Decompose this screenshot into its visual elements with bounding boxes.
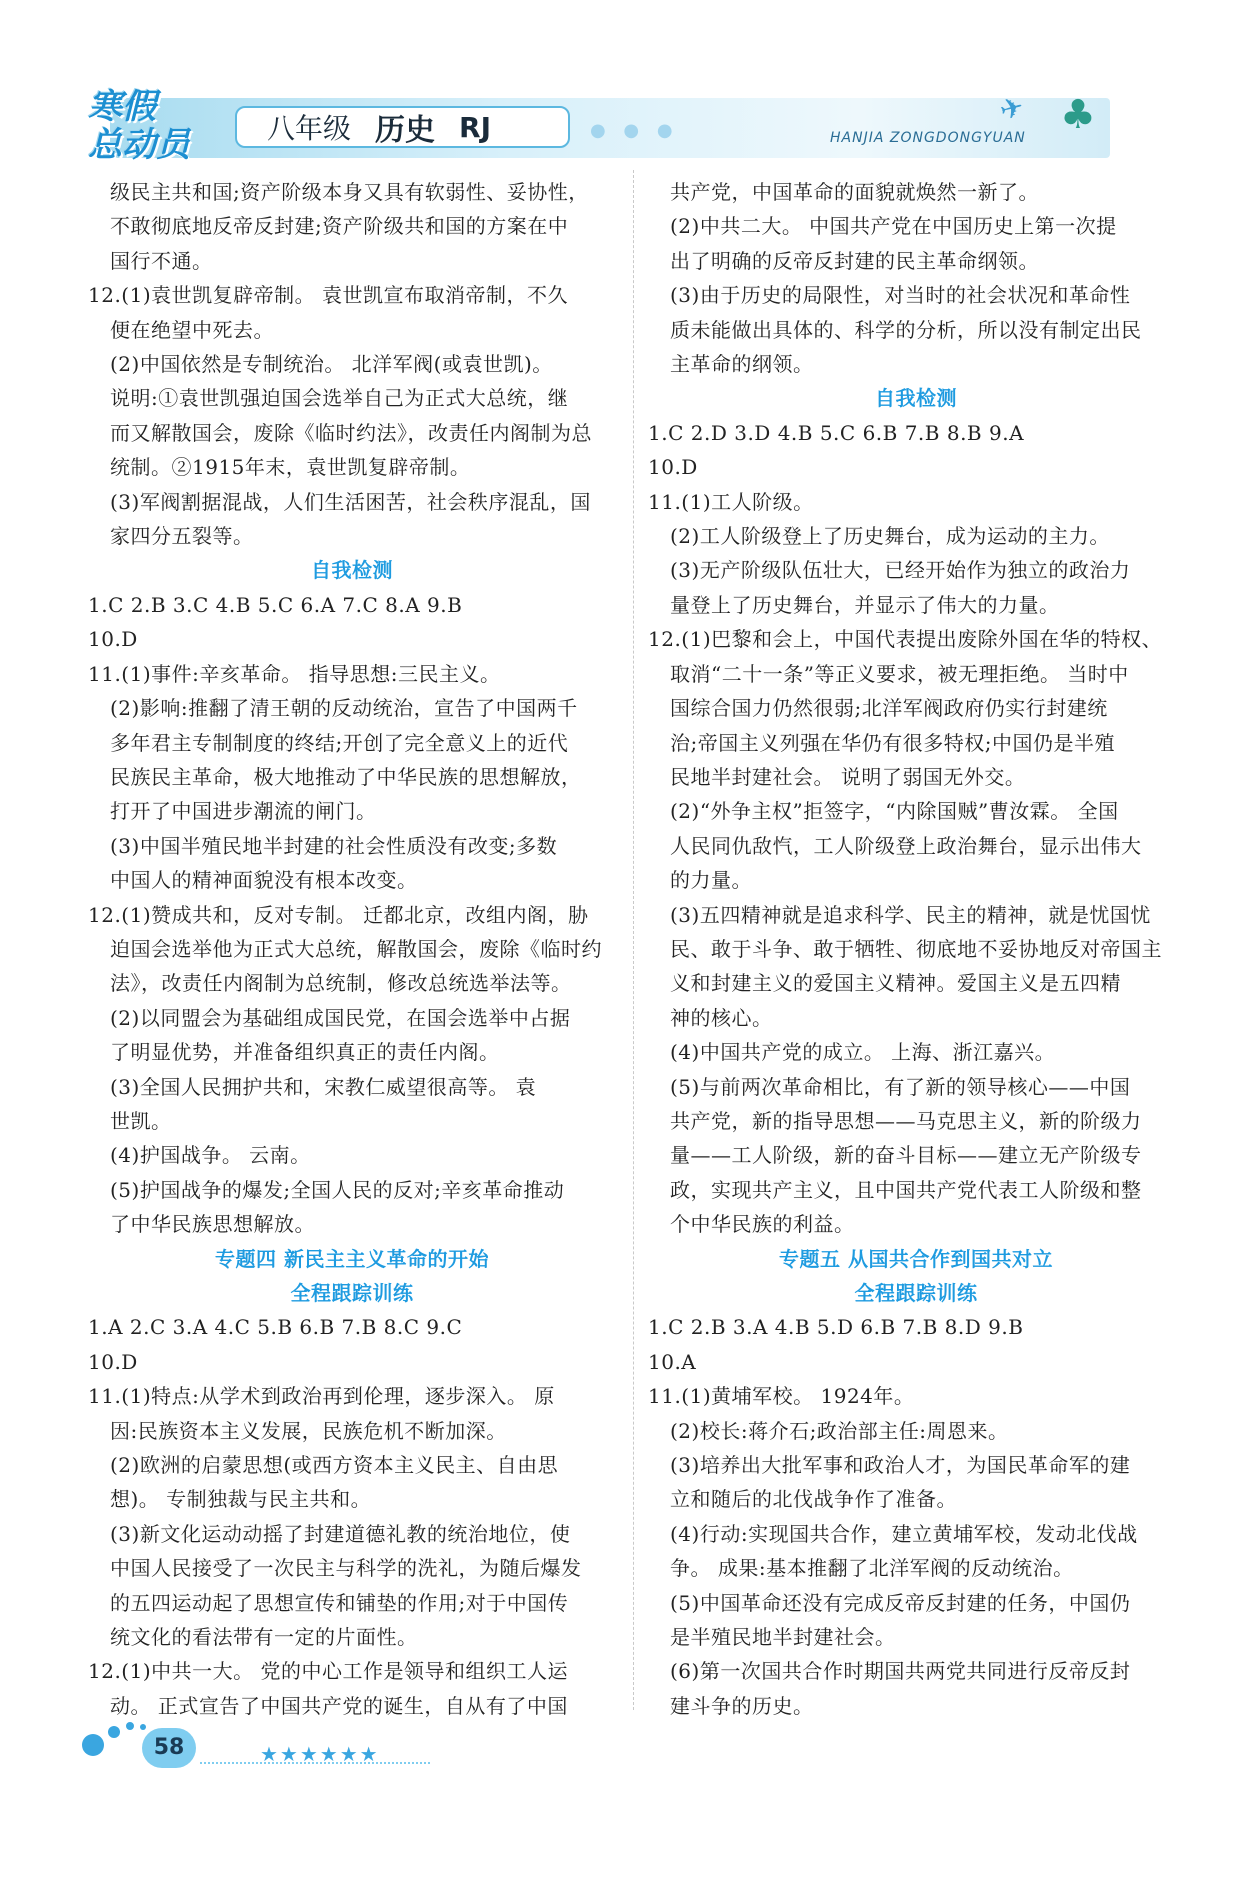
column-divider xyxy=(633,170,634,1710)
section-heading: 专题五 从国共合作到国共对立 xyxy=(779,1246,1053,1271)
series-logo xyxy=(88,88,238,168)
answer-line: 是半殖民地半封建社会。 xyxy=(670,1625,896,1650)
answer-line: 11.(1)工人阶级。 xyxy=(648,489,814,514)
page-footer xyxy=(70,1720,450,1780)
answer-line: 11.(1)黄埔军校。 1924年。 xyxy=(648,1384,915,1409)
page-header xyxy=(70,88,1110,168)
edition-label: RJ xyxy=(459,110,491,144)
answer-line: 民族民主革命，极大地推动了中华民族的思想解放， xyxy=(110,764,582,789)
answer-line: 11.(1)特点:从学术到政治再到伦理，逐步深入。 原 xyxy=(88,1384,555,1409)
answer-line: 便在绝望中死去。 xyxy=(110,317,274,342)
answer-line: 神的核心。 xyxy=(670,1005,773,1030)
answer-line: 1.C 2.D 3.D 4.B 5.C 6.B 7.B 8.B 9.A xyxy=(648,420,1025,445)
answer-line: (3)军阀割据混战，人们生活困苦，社会秩序混乱，国 xyxy=(110,489,591,514)
section-heading: 自我检测 xyxy=(875,386,957,411)
answer-line: 个中华民族的利益。 xyxy=(670,1212,855,1237)
answer-line: 打开了中国进步潮流的闸门。 xyxy=(110,799,377,824)
right-column xyxy=(648,175,1184,1723)
answer-line: 义和封建主义的爱国主义精神。爱国主义是五四精 xyxy=(670,971,1121,996)
page-number: 58 xyxy=(142,1728,196,1768)
answer-line: (3)五四精神就是追求科学、民主的精神，就是忧国忧 xyxy=(670,902,1151,927)
section-heading: 全程跟踪训练 xyxy=(290,1281,414,1305)
answer-line: 家四分五裂等。 xyxy=(110,524,254,549)
answer-line: 动。 正式宣告了中国共产党的诞生，自从有了中国 xyxy=(110,1693,568,1718)
answer-line: 级民主共和国;资产阶级本身又具有软弱性、妥协性， xyxy=(110,180,589,204)
logo-line-1: 寒假 xyxy=(88,87,156,127)
answer-line: 民地半封建社会。 说明了弱国无外交。 xyxy=(670,764,1026,789)
grade-subject-box xyxy=(235,106,570,148)
answer-line: 了中华民族思想解放。 xyxy=(110,1212,315,1237)
palm-tree-icon: ♣ xyxy=(1060,92,1096,138)
answer-line: (4)行动:实现国共合作，建立黄埔军校，发动北伐战 xyxy=(670,1521,1138,1546)
answer-line: 1.A 2.C 3.A 4.C 5.B 6.B 7.B 8.C 9.C xyxy=(88,1315,463,1340)
answer-line: 12.(1)中共一大。 党的中心工作是领导和组织工人运 xyxy=(88,1659,568,1684)
grade-label: 八年级 xyxy=(267,112,352,145)
answer-line: (2)影响:推翻了清王朝的反动统治，宣告了中国两千 xyxy=(110,696,578,721)
answer-line: 中国人民接受了一次民主与科学的洗礼，为随后爆发 xyxy=(110,1556,582,1581)
left-column xyxy=(88,175,616,1723)
answer-line: 取消“二十一条”等正义要求，被无理拒绝。 当时中 xyxy=(670,661,1129,686)
answer-line: 世凯。 xyxy=(110,1108,172,1133)
answer-line: 12.(1)巴黎和会上，中国代表提出废除外国在华的特权、 xyxy=(648,627,1163,652)
section-heading: 自我检测 xyxy=(311,558,393,583)
answer-line: (3)中国半殖民地半封建的社会性质没有改变;多数 xyxy=(110,833,558,858)
footer-stars-icon: ★★★★★★ xyxy=(260,1742,380,1766)
answer-line: (2)中国依然是专制统治。 北洋军阀(或袁世凯)。 xyxy=(110,352,553,377)
subject-label: 历史 xyxy=(375,113,436,148)
section-heading: 专题四 新民主主义革命的开始 xyxy=(215,1246,489,1271)
answer-line: 国行不通。 xyxy=(110,248,213,273)
answer-line: 12.(1)赞成共和，反对专制。 迁都北京，改组内阁，胁 xyxy=(88,902,589,927)
answer-line: (3)由于历史的局限性，对当时的社会状况和革命性 xyxy=(670,283,1131,308)
answer-line: 不敢彻底地反帝反封建;资产阶级共和国的方案在中 xyxy=(110,214,569,239)
answer-line: 争。 成果:基本推翻了北洋军阀的反动统治。 xyxy=(670,1556,1074,1581)
answer-line: 了明显优势，并准备组织真正的责任内阁。 xyxy=(110,1040,500,1065)
answer-line: 11.(1)事件:辛亥革命。 指导思想:三民主义。 xyxy=(88,661,501,686)
answer-line: (2)“外争主权”拒签字，“内除国贼”曹汝霖。 全国 xyxy=(670,799,1119,824)
answer-line: 10.D xyxy=(88,627,138,652)
answer-line: (5)护国战争的爆发;全国人民的反对;辛亥革命推动 xyxy=(110,1177,565,1202)
answer-line: (3)无产阶级队伍壮大，已经开始作为独立的政治力 xyxy=(670,558,1131,583)
answer-line: 10.A xyxy=(648,1349,697,1374)
decorative-dots-icon: ● ● ● xyxy=(590,120,679,141)
answer-line: 共产党，中国革命的面貌就焕然一新了。 xyxy=(670,180,1039,204)
header-subtitle: HANJIA ZONGDONGYUAN xyxy=(830,130,1026,146)
answer-line: 立和随后的北伐战争作了准备。 xyxy=(670,1487,957,1512)
answer-line: (3)培养出大批军事和政治人才，为国民革命军的建 xyxy=(670,1453,1131,1478)
answer-line: 10.D xyxy=(88,1349,138,1374)
answer-line: 国综合国力仍然很弱;北洋军阀政府仍实行封建统 xyxy=(670,696,1108,721)
footer-dots-icon xyxy=(82,1720,152,1760)
answer-line: 量——工人阶级，新的奋斗目标——建立无产阶级专 xyxy=(670,1143,1142,1168)
airplane-icon: ✈ xyxy=(996,89,1028,128)
answer-line: 多年君主专制制度的终结;开创了完全意义上的近代 xyxy=(110,730,569,755)
answer-line: 的五四运动起了思想宣传和铺垫的作用;对于中国传 xyxy=(110,1590,569,1615)
answer-line: (2)校长:蒋介石;政治部主任:周恩来。 xyxy=(670,1418,1009,1443)
answer-line: 统文化的看法带有一定的片面性。 xyxy=(110,1625,418,1650)
answer-line: 人民同仇敌忾，工人阶级登上政治舞台，显示出伟大 xyxy=(670,833,1142,858)
answer-line: (2)工人阶级登上了历史舞台，成为运动的主力。 xyxy=(670,524,1110,549)
answer-line: (2)以同盟会为基础组成国民党，在国会选举中占据 xyxy=(110,1005,571,1030)
answer-line: (3)新文化运动动摇了封建道德礼教的统治地位，使 xyxy=(110,1521,571,1546)
answer-line: (5)与前两次革命相比，有了新的领导核心——中国 xyxy=(670,1074,1131,1099)
answer-line: 中国人的精神面貌没有根本改变。 xyxy=(110,868,418,893)
answer-line: 民、敢于斗争、敢于牺牲、彻底地不妥协地反对帝国主 xyxy=(670,936,1162,961)
answer-line: 共产党，新的指导思想——马克思主义，新的阶级力 xyxy=(670,1108,1142,1133)
answer-line: 出了明确的反帝反封建的民主革命纲领。 xyxy=(670,248,1039,273)
answer-line: (5)中国革命还没有完成反帝反封建的任务，中国仍 xyxy=(670,1590,1131,1615)
answer-line: 治;帝国主义列强在华仍有很多特权;中国仍是半殖 xyxy=(670,730,1115,755)
answer-line: (2)欧洲的启蒙思想(或西方资本主义民主、自由思 xyxy=(110,1453,559,1478)
answer-line: 法》，改责任内阁制为总统制，修改总统选举法等。 xyxy=(110,971,572,996)
answer-line: 1.C 2.B 3.A 4.B 5.D 6.B 7.B 8.D 9.B xyxy=(648,1315,1024,1340)
answer-line: 而又解散国会，废除《临时约法》，改责任内阁制为总 xyxy=(110,420,592,445)
answer-line: 1.C 2.B 3.C 4.B 5.C 6.A 7.C 8.A 9.B xyxy=(88,592,463,617)
answer-line: 政，实现共产主义，且中国共产党代表工人阶级和整 xyxy=(670,1177,1142,1202)
answer-line: 建斗争的历史。 xyxy=(670,1693,814,1718)
answer-line: 量登上了历史舞台，并显示了伟大的力量。 xyxy=(670,592,1060,617)
answer-line: 10.D xyxy=(648,455,698,480)
logo-line-2: 总动员 xyxy=(88,125,190,165)
answer-line: 质未能做出具体的、科学的分析，所以没有制定出民 xyxy=(670,317,1142,342)
answer-line: 统制。②1915年末，袁世凯复辟帝制。 xyxy=(110,455,471,480)
answer-line: 的力量。 xyxy=(670,868,752,893)
answer-line: (4)中国共产党的成立。 上海、浙江嘉兴。 xyxy=(670,1040,1056,1065)
answer-line: (4)护国战争。 云南。 xyxy=(110,1143,311,1168)
answer-line: (3)全国人民拥护共和，宋教仁威望很高等。 袁 xyxy=(110,1074,537,1099)
answer-line: 说明:①袁世凯强迫国会选举自己为正式大总统，继 xyxy=(110,386,569,411)
answer-line: 迫国会选举他为正式大总统，解散国会，废除《临时约 xyxy=(110,936,602,961)
answer-line: 12.(1)袁世凯复辟帝制。 袁世凯宣布取消帝制，不久 xyxy=(88,283,568,308)
answer-line: 主革命的纲领。 xyxy=(670,352,814,377)
answer-line: 因:民族资本主义发展，民族危机不断加深。 xyxy=(110,1418,507,1443)
answer-line: (2)中共二大。 中国共产党在中国历史上第一次提 xyxy=(670,214,1117,239)
section-heading: 全程跟踪训练 xyxy=(854,1281,978,1305)
answer-line: (6)第一次国共合作时期国共两党共同进行反帝反封 xyxy=(670,1659,1131,1684)
answer-line: 想)。 专制独裁与民主共和。 xyxy=(110,1487,372,1512)
